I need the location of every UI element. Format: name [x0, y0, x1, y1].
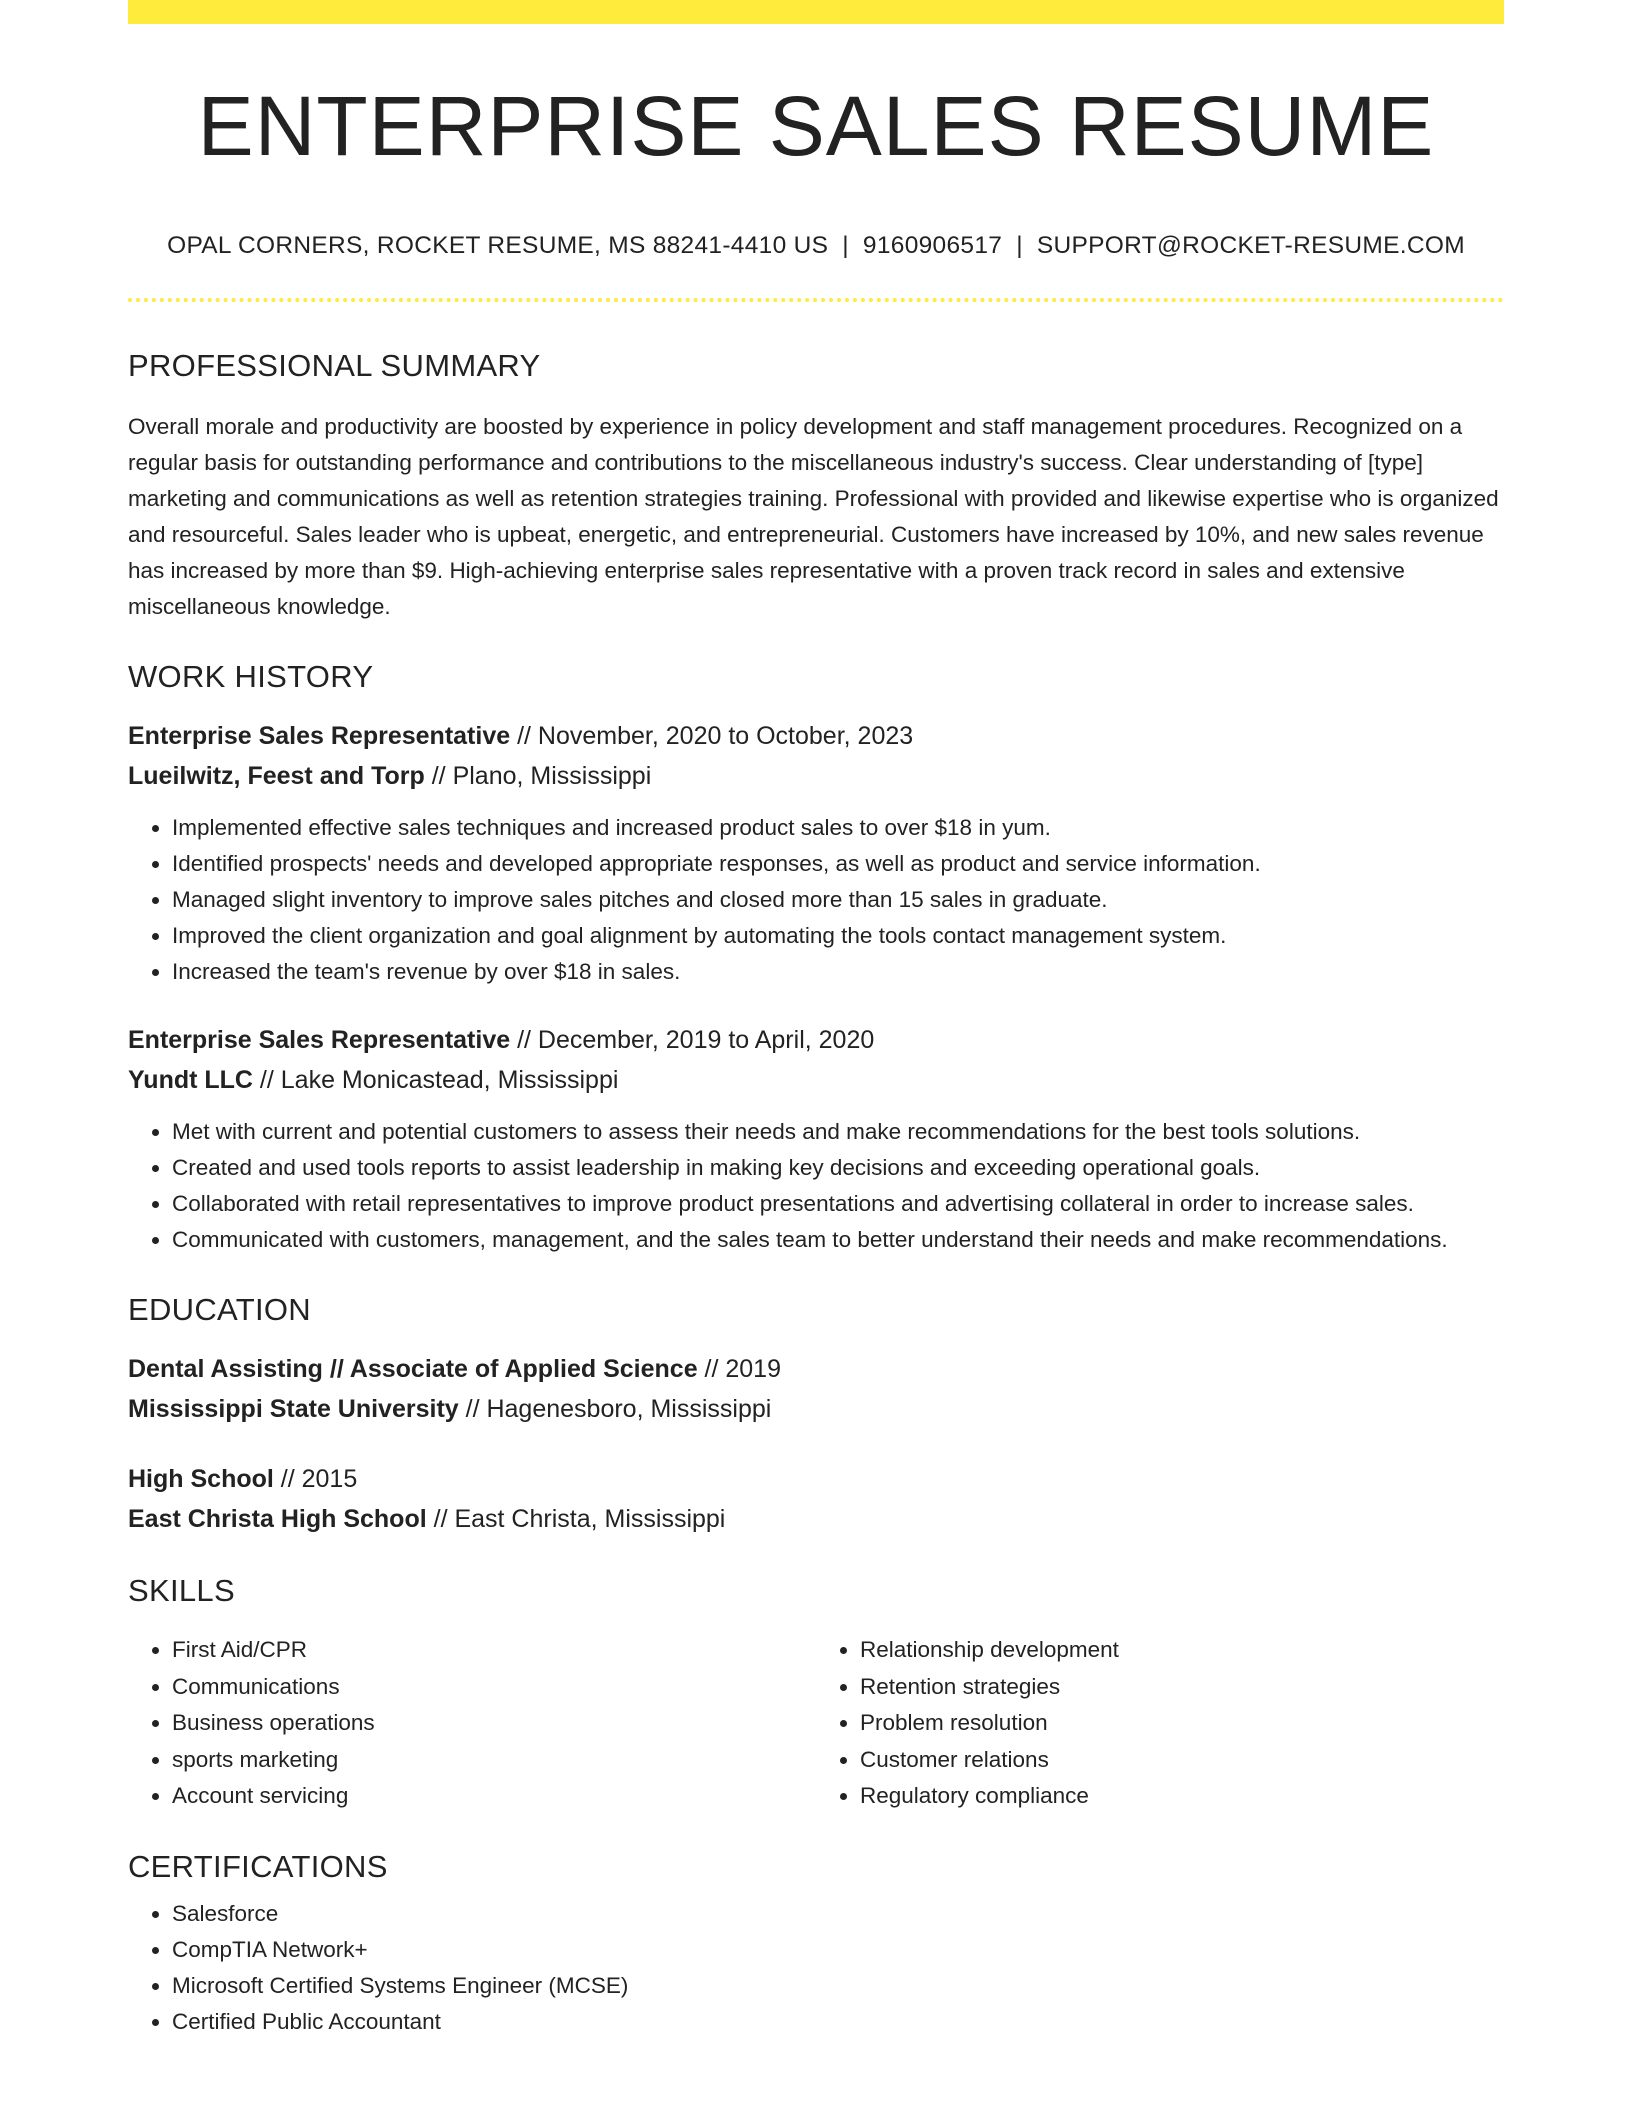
- education-location: // Hagenesboro, Mississippi: [458, 1395, 772, 1423]
- job-title: Enterprise Sales Representative: [128, 1026, 511, 1054]
- section-heading-work: WORK HISTORY: [128, 659, 374, 694]
- job-bullet: • Improved the client organization and goal alignment by automating the tools contact management system.: [172, 918, 1504, 954]
- contact-separator: |: [1016, 232, 1023, 259]
- certification-item: • Salesforce: [172, 1896, 1504, 1932]
- job-bullet: • Implemented effective sales techniques and increased product sales to over $18 in yum.: [172, 810, 1504, 846]
- education-school: Mississippi State University: [128, 1395, 459, 1423]
- skills-right-list: [816, 1632, 1504, 1815]
- job-entry: [128, 716, 1504, 990]
- summary-text: Overall morale and productivity are boosted by experience in policy development and staff management procedures. Recognized on a regular basis for outstanding performance and contributions to the miscellaneous industry's success. Clear understanding of [type] marketing and communications as well as retention strategies training. Professional with provided and likewise expertise who is organized and resourceful. Sales leader who is upbeat, energetic, and entrepreneurial. Customers have increased by 10%, and new sales revenue has increased by more than $9. High-achieving enterprise sales representative with a proven track record in sales and extensive miscellaneous knowledge.: [128, 414, 1499, 619]
- job-dates: // November, 2020 to October, 2023: [510, 722, 914, 750]
- job-bullets: [128, 810, 1504, 990]
- skill-item: • Regulatory compliance: [860, 1778, 1504, 1815]
- education-school-line: [128, 1499, 1504, 1539]
- job-dates: // December, 2019 to April, 2020: [510, 1026, 875, 1054]
- certifications-list: [128, 1896, 1504, 2040]
- job-bullet: • Increased the team's revenue by over $18 in sales.: [172, 954, 1504, 990]
- education-entry: [128, 1459, 1504, 1539]
- education-degree-line: [128, 1349, 1504, 1389]
- skill-item: • Relationship development: [860, 1632, 1504, 1669]
- job-company-line: [128, 756, 1504, 796]
- certification-item: • Certified Public Accountant: [172, 2004, 1504, 2040]
- certification-item: • Microsoft Certified Systems Engineer (MCSE): [172, 1968, 1504, 2004]
- section-heading-certifications: CERTIFICATIONS: [128, 1848, 388, 1884]
- contact-email: SUPPORT@ROCKET-RESUME.COM: [1036, 232, 1465, 259]
- job-company: Yundt LLC: [128, 1066, 253, 1094]
- job-title-line: [128, 1020, 1504, 1060]
- education-degree-line: [128, 1459, 1504, 1499]
- section-heading-summary: PROFESSIONAL SUMMARY: [128, 348, 541, 383]
- education-location: // East Christa, Mississippi: [426, 1505, 726, 1533]
- education-entry: [128, 1349, 1504, 1429]
- job-bullet: • Met with current and potential customers to assess their needs and make recommendations for the best tools solutions.: [172, 1114, 1504, 1150]
- skill-item: • Business operations: [172, 1705, 816, 1742]
- section-heading-education: EDUCATION: [128, 1292, 311, 1327]
- job-location: // Plano, Mississippi: [424, 762, 652, 790]
- skill-item: • Communications: [172, 1669, 816, 1706]
- job-bullet: • Managed slight inventory to improve sales pitches and closed more than 15 sales in graduate.: [172, 882, 1504, 918]
- education-degree: High School: [128, 1465, 274, 1493]
- resume-page: [128, 0, 1504, 2040]
- skill-item: • Customer relations: [860, 1742, 1504, 1779]
- education-school: East Christa High School: [128, 1505, 427, 1533]
- job-bullet: • Identified prospects' needs and developed appropriate responses, as well as product and service information.: [172, 846, 1504, 882]
- skill-item: • First Aid/CPR: [172, 1632, 816, 1669]
- education-year: // 2019: [697, 1355, 781, 1383]
- resume-title: ENTERPRISE SALES RESUME: [197, 79, 1435, 173]
- contact-separator: |: [842, 232, 849, 259]
- education-year: // 2015: [273, 1465, 358, 1493]
- skill-item: • sports marketing: [172, 1742, 816, 1779]
- job-bullets: [128, 1114, 1504, 1258]
- skill-item: • Problem resolution: [860, 1705, 1504, 1742]
- contact-address: OPAL CORNERS, ROCKET RESUME, MS 88241-4410 US: [167, 232, 829, 259]
- job-company: Lueilwitz, Feest and Torp: [128, 762, 425, 790]
- accent-top-bar: [128, 0, 1504, 24]
- job-title: Enterprise Sales Representative: [128, 722, 511, 750]
- job-bullet: • Created and used tools reports to assist leadership in making key decisions and exceeding operational goals.: [172, 1150, 1504, 1186]
- job-location: // Lake Monicastead, Mississippi: [252, 1066, 619, 1094]
- contact-line: [128, 232, 1504, 260]
- job-entry: [128, 1020, 1504, 1258]
- certification-item: • CompTIA Network+: [172, 1932, 1504, 1968]
- job-bullet: • Communicated with customers, management, and the sales team to better understand their needs and make recommendations.: [172, 1222, 1504, 1258]
- dotted-divider: [128, 298, 1504, 302]
- section-heading-skills: SKILLS: [128, 1573, 235, 1608]
- skills-columns: [128, 1632, 1504, 1815]
- job-title-line: [128, 716, 1504, 756]
- skill-item: • Retention strategies: [860, 1669, 1504, 1706]
- skills-left-list: [128, 1632, 816, 1815]
- education-degree: Dental Assisting // Associate of Applied Science: [128, 1355, 698, 1383]
- contact-phone: 9160906517: [862, 232, 1003, 259]
- job-bullet: • Collaborated with retail representatives to improve product presentations and advertising collateral in order to increase sales.: [172, 1186, 1504, 1222]
- skill-item: • Account servicing: [172, 1778, 816, 1815]
- job-company-line: [128, 1060, 1504, 1100]
- education-school-line: [128, 1389, 1504, 1429]
